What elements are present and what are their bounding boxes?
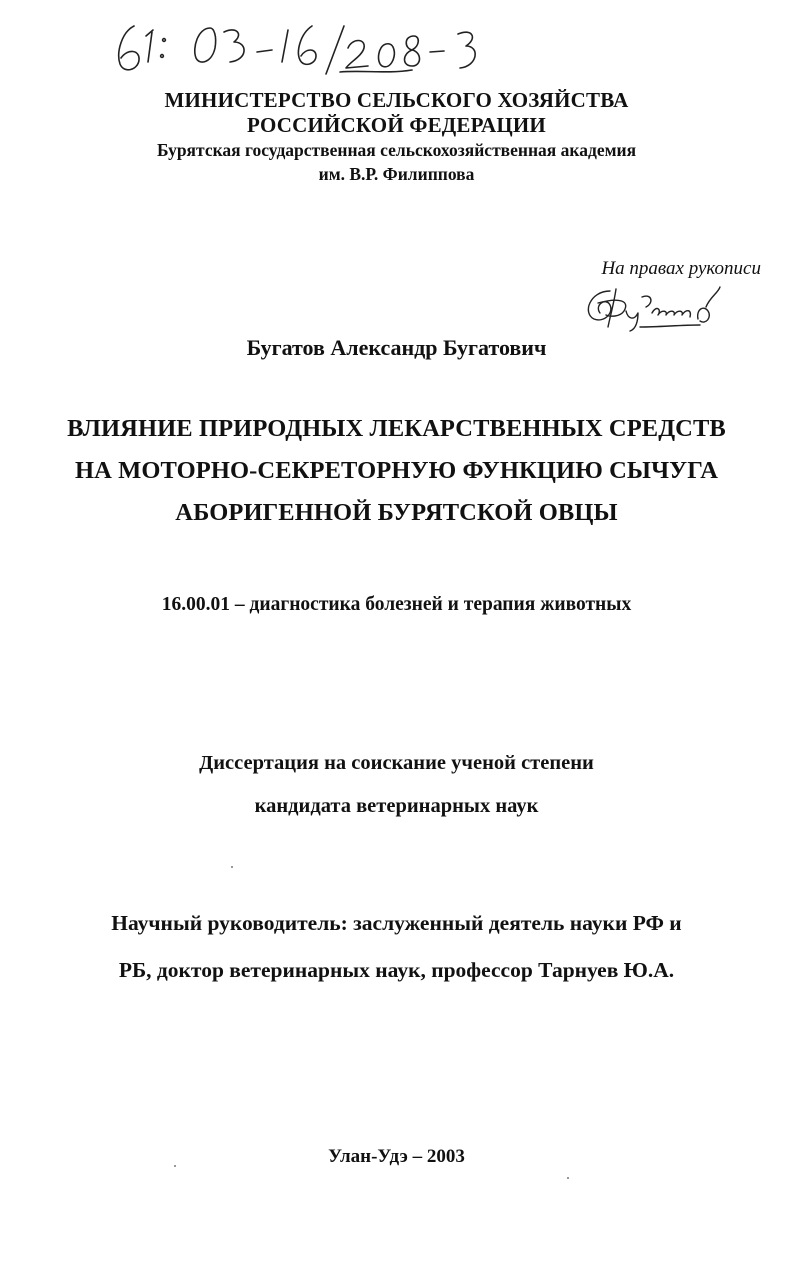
supervisor-line-2: РБ, доктор ветеринарных наук, профессор Тарнуев Ю.А. <box>118 958 675 982</box>
handwritten-archive-code <box>112 18 532 80</box>
academy-line-2: им. В.Р. Филиппова <box>318 164 475 184</box>
academy-line-1: Бурятская государственная сельскохозяйственная академия <box>156 140 637 160</box>
title-line-1: ВЛИЯНИЕ ПРИРОДНЫХ ЛЕКАРСТВЕННЫХ СРЕДСТВ <box>67 415 726 442</box>
academy-heading <box>0 138 793 186</box>
ministry-heading <box>0 88 793 138</box>
specialty-code: 16.00.01 – диагностика болезней и терапия животных <box>161 594 632 615</box>
scan-speck <box>174 1165 176 1167</box>
scan-speck <box>567 1177 569 1179</box>
author-signature <box>580 283 740 335</box>
city-year: Улан-Удэ – 2003 <box>328 1146 465 1167</box>
title-line-3: АБОРИГЕННОЙ БУРЯТСКОЙ ОВЦЫ <box>175 499 618 526</box>
title-line-2: НА МОТОРНО-СЕКРЕТОРНУЮ ФУНКЦИЮ СЫЧУГА <box>74 457 719 484</box>
dissertation-title <box>0 408 793 534</box>
supervisor-line-1: Научный руководитель: заслуженный деятель науки РФ и <box>111 911 682 935</box>
degree-statement <box>0 742 793 828</box>
degree-line-2: кандидата ветеринарных наук <box>254 795 539 817</box>
ministry-line-1: МИНИСТЕРСТВО СЕЛЬСКОГО ХОЗЯЙСТВА <box>164 88 629 112</box>
degree-line-1: Диссертация на соискание ученой степени <box>199 752 594 774</box>
scan-speck <box>231 866 233 868</box>
rights-note: На правах рукописи <box>601 258 761 279</box>
supervisor-block <box>0 900 793 994</box>
author-name: Бугатов Александр Бугатович <box>246 335 547 360</box>
ministry-line-2: РОССИЙСКОЙ ФЕДЕРАЦИИ <box>247 113 546 137</box>
